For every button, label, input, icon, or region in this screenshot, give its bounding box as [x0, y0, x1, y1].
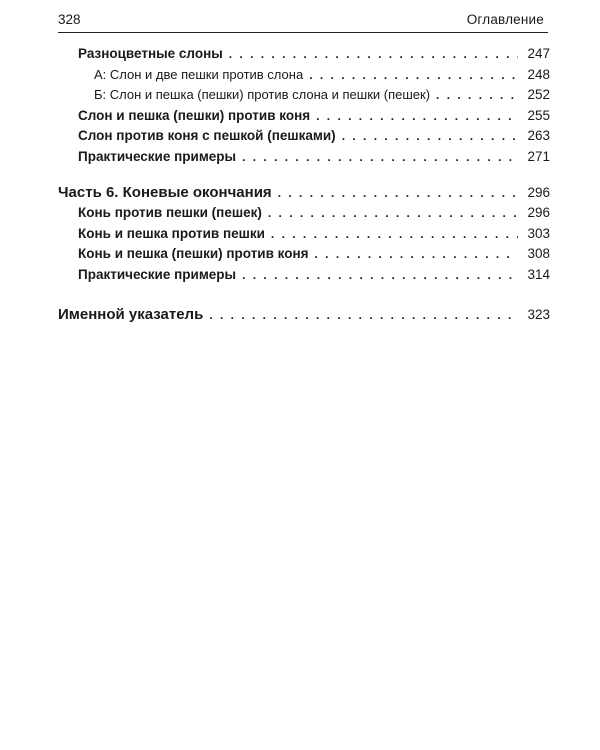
toc-entry-page: 247: [527, 46, 550, 61]
dot-leader: [271, 225, 518, 245]
toc-index-heading[interactable]: [58, 305, 550, 325]
toc-entry[interactable]: [58, 85, 550, 106]
toc-entry[interactable]: [58, 106, 550, 127]
dot-leader: [278, 184, 518, 203]
toc-entry-label: Конь против пешки (пешек): [78, 205, 262, 220]
toc-entry[interactable]: [58, 244, 550, 265]
toc-entry-page: 303: [527, 225, 550, 241]
dot-leader: [229, 45, 518, 65]
toc-entry-page: 308: [527, 246, 550, 261]
page-number: 328: [58, 12, 81, 27]
toc-entry-page: 314: [527, 266, 550, 282]
toc-entry-label: Слон против коня с пешкой (пешками): [78, 128, 336, 143]
toc-entry-page: 248: [527, 66, 550, 82]
toc-entry[interactable]: [58, 147, 550, 168]
toc-entry-label: Конь и пешка против пешки: [78, 225, 265, 241]
dot-leader: [316, 107, 518, 127]
toc-entry[interactable]: [58, 44, 550, 65]
toc-entry-label: Практические примеры: [78, 148, 237, 164]
toc-index-label: Именной указатель: [58, 306, 204, 323]
toc-part-label: Часть 6. Коневые окончания: [58, 184, 272, 201]
toc-entry-label: Конь и пешка (пешки) против коня: [78, 246, 309, 261]
section-title: Оглавление: [466, 12, 544, 27]
toc-entry[interactable]: [58, 203, 550, 224]
toc-entry-page: 271: [527, 148, 550, 164]
dot-leader: [242, 148, 518, 168]
dot-leader: [309, 66, 518, 86]
toc-entry-label: Слон и пешка (пешки) против коня: [78, 107, 311, 123]
dot-leader: [436, 86, 518, 106]
toc-entry-page: 296: [527, 205, 550, 220]
table-of-contents: [58, 44, 550, 325]
dot-leader: [268, 204, 518, 224]
dot-leader: [209, 306, 518, 325]
toc-entry[interactable]: [58, 126, 550, 147]
toc-part-page: 296: [527, 185, 550, 200]
toc-entry-label: Б: Слон и пешка (пешки) против слона и пешки (пешек): [94, 87, 431, 102]
toc-part-heading[interactable]: [58, 183, 550, 203]
toc-entry[interactable]: [58, 65, 550, 86]
toc-entry-page: 263: [527, 128, 550, 143]
dot-leader: [315, 245, 518, 265]
toc-entry-page: 252: [527, 87, 550, 102]
toc-entry[interactable]: [58, 224, 550, 245]
dot-leader: [342, 127, 518, 147]
toc-entry-label: Разноцветные слоны: [78, 46, 223, 61]
toc-entry-label: А: Слон и две пешки против слона: [94, 66, 304, 82]
toc-entry-page: 255: [527, 107, 550, 123]
dot-leader: [242, 266, 518, 286]
toc-entry[interactable]: [58, 265, 550, 286]
toc-index-page: 323: [527, 307, 550, 322]
toc-entry-label: Практические примеры: [78, 266, 237, 282]
page-header: [58, 10, 548, 33]
